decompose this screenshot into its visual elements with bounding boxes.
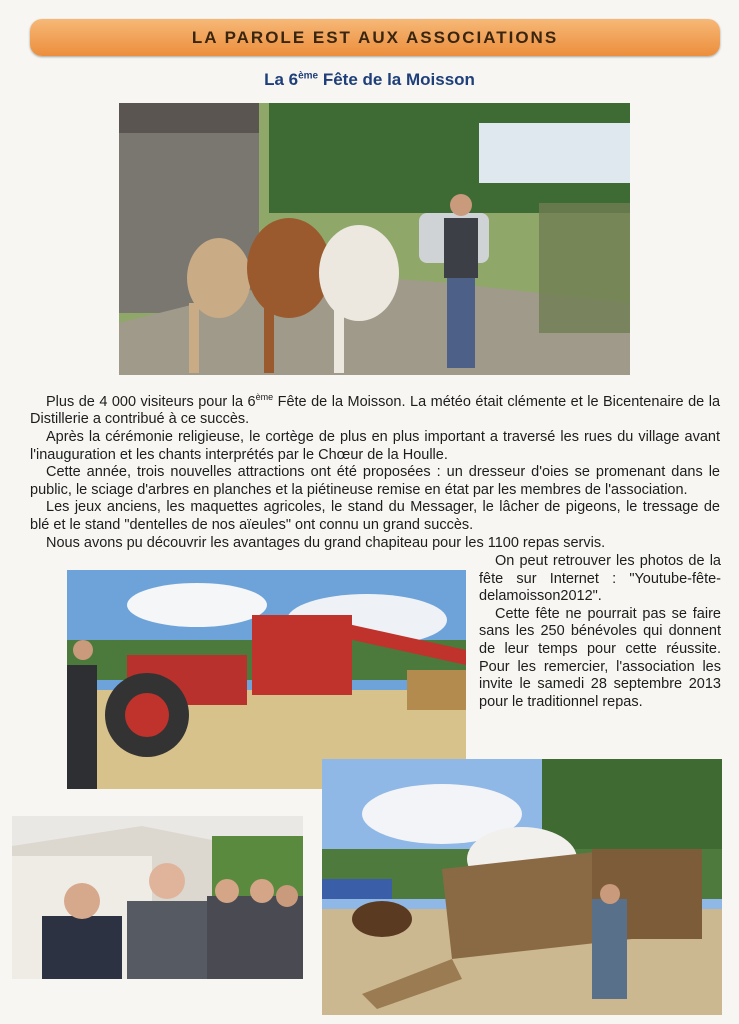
title-prefix: La 6 — [264, 70, 299, 89]
banner-title: LA PAROLE EST AUX ASSOCIATIONS — [191, 27, 559, 47]
title-sup: ème — [298, 70, 319, 82]
paragraph-3: Cette année, trois nouvelles attractions ont été proposées : un dresseur d'oies se promenant dans le public, le sciage d'arbres en planches et la piétineuse remise en état par les membres de l'association. — [30, 464, 720, 498]
photo-inauguration-speech — [12, 816, 303, 979]
article-sidebar-text — [479, 553, 721, 711]
intro-part-a: Plus de 4 000 visiteurs pour la 6 — [46, 393, 256, 410]
article-body — [30, 389, 720, 552]
paragraph-intro — [30, 389, 720, 429]
paragraph-2: Après la cérémonie religieuse, le cortège de plus en plus important a traversé les rues du village avant l'inauguration et les chants interprétés par le Chœur de la Houlle. — [30, 429, 720, 463]
paragraph-5: Nous avons pu découvrir les avantages du grand chapiteau pour les 1100 repas servis. — [46, 534, 606, 551]
intro-sup: ème — [255, 392, 274, 402]
photo-horses-street — [119, 103, 630, 375]
side-paragraph-2: Cette fête ne pourrait pas se faire sans les 250 bénévoles qui donnent de leur temps pour cette réussite. Pour les remercier, l'association les invite le samedi 28 septembre 2013 pour le traditionnel repas. — [479, 605, 721, 710]
photo-tractor-threshing — [67, 570, 466, 789]
title-suffix: Fête de la Moisson — [318, 70, 475, 89]
intro-part-b: Fête de la Moisson. La météo était clémente et le Bicentenaire de la Distillerie a contribué à ce succès. — [30, 393, 721, 428]
section-banner — [30, 19, 720, 56]
photo-horse-treadmill — [322, 759, 722, 1015]
paragraph-4: Les jeux anciens, les maquettes agricoles, le stand du Messager, le lâcher de pigeons, le tressage de blé et le stand "dentelles de nos aïeules" ont connu un grand succès. — [30, 499, 720, 533]
side-paragraph-1: On peut retrouver les photos de la fête sur Internet : "Youtube-fête-delamoisson2012". — [479, 553, 721, 605]
article-title — [0, 70, 739, 90]
